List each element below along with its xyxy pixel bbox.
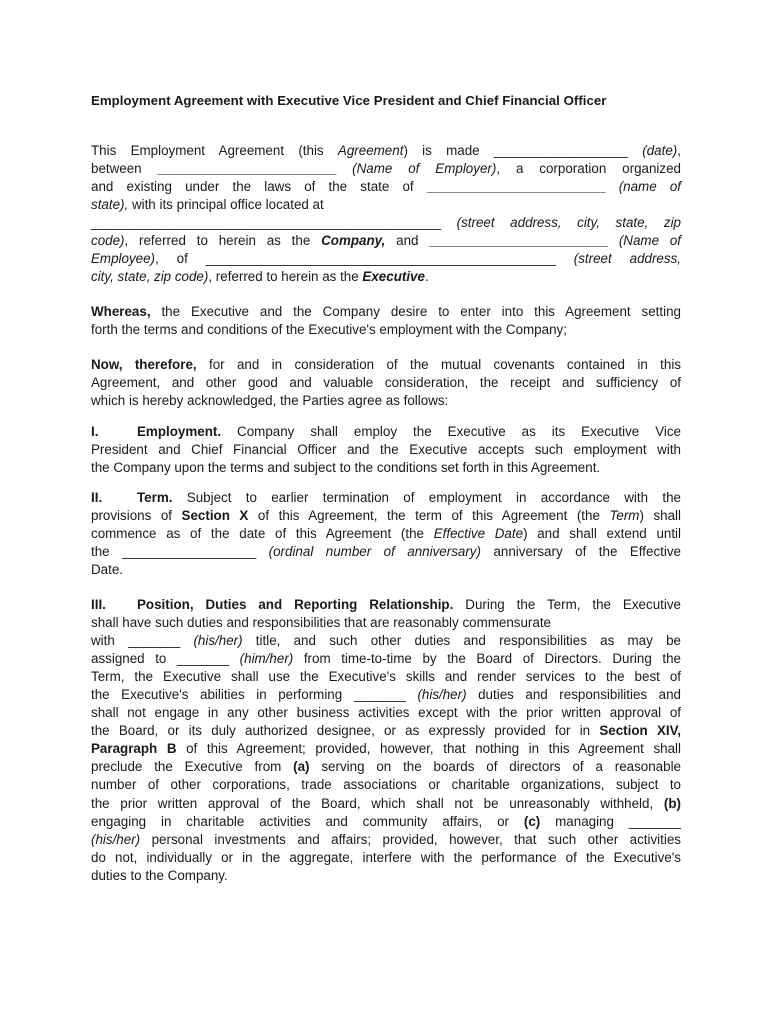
blank-field-pronoun[interactable]: _______ bbox=[128, 633, 181, 649]
text: with bbox=[91, 633, 129, 649]
field-hint: (date) bbox=[627, 143, 678, 158]
text: and existing under the laws of the state of bbox=[91, 179, 427, 195]
field-hint: (name of bbox=[605, 179, 681, 195]
text: of this Agreement; provided, however, that nothing in this Agreement shall bbox=[176, 741, 682, 757]
field-hint: (his/her) bbox=[180, 633, 243, 649]
section-line bbox=[91, 489, 681, 507]
text: of this Agreement, the term of this Agreement (the bbox=[248, 508, 610, 524]
intro-line bbox=[91, 142, 681, 160]
intro-line bbox=[91, 214, 681, 232]
blank-field-pronoun[interactable]: _______ bbox=[176, 651, 230, 667]
section-number: I. bbox=[91, 424, 99, 439]
field-hint: (Name of bbox=[608, 233, 681, 249]
blank-field-date[interactable]: __________________ bbox=[493, 143, 628, 158]
section-line bbox=[91, 776, 681, 794]
field-hint: (ordinal number of anniversary) bbox=[256, 544, 481, 560]
text: . bbox=[424, 269, 429, 285]
text: personal investments and affairs; provided, however, that such other activities bbox=[140, 831, 681, 847]
section-line bbox=[91, 459, 681, 477]
text: ) shall bbox=[639, 508, 681, 524]
section-line bbox=[91, 704, 681, 722]
defined-term: Company, bbox=[321, 233, 386, 249]
section-line bbox=[91, 614, 681, 632]
now-therefore-line bbox=[91, 374, 681, 392]
text: duties and responsibilities and bbox=[466, 687, 681, 703]
section-number: II. bbox=[91, 490, 103, 505]
blank-field-employee[interactable]: ________________________ bbox=[429, 233, 609, 249]
intro-line bbox=[91, 268, 681, 286]
text: the Board, or its duly authorized designee, or as expressly provided for in bbox=[91, 723, 600, 739]
text: President and Chief Financial Officer and the Executive accepts such employment with bbox=[91, 442, 681, 458]
section-line bbox=[91, 831, 681, 849]
field-hint: state), bbox=[91, 197, 129, 213]
intro-line bbox=[91, 250, 681, 268]
section-line bbox=[91, 849, 681, 867]
field-hint: (him/her) bbox=[229, 651, 294, 667]
text: Term, the Executive shall use the Executive's skills and render services to the best of bbox=[91, 669, 681, 685]
field-hint: Employee) bbox=[91, 251, 156, 267]
text: Date. bbox=[91, 562, 124, 578]
blank-field-pronoun[interactable]: _______ bbox=[353, 687, 406, 703]
text: Subject to earlier termination of employment in accordance with the bbox=[172, 490, 681, 505]
text: for and in consideration of the mutual covenants contained in this bbox=[196, 357, 681, 372]
section-line bbox=[91, 722, 681, 740]
section-line bbox=[91, 596, 681, 614]
section-reference: Section XIV, bbox=[599, 723, 681, 739]
text: the Executive and the Company desire to enter into this Agreement setting bbox=[150, 304, 681, 319]
field-hint: (street address, bbox=[555, 251, 681, 267]
document-title: Employment Agreement with Executive Vice President and Chief Financial Officer bbox=[91, 93, 607, 108]
text: between bbox=[91, 161, 158, 177]
section-term bbox=[91, 489, 681, 579]
text: shall have such duties and responsibilities that are reasonably commensurate bbox=[91, 615, 552, 631]
defined-term: Term bbox=[609, 508, 640, 524]
text: commence as of the date of this Agreement (the bbox=[91, 526, 434, 542]
section-heading: Term. bbox=[137, 490, 173, 505]
intro-line bbox=[91, 232, 681, 250]
section-line bbox=[91, 668, 681, 686]
section-number: III. bbox=[91, 597, 106, 612]
text: the prior written approval of the Board, which shall not be unreasonably withheld, bbox=[91, 795, 664, 811]
section-line bbox=[91, 795, 681, 813]
text: , referred to herein as the bbox=[208, 269, 363, 285]
text: the Company upon the terms and subject to the conditions set forth in this Agreement. bbox=[91, 460, 601, 476]
text: ) is made bbox=[403, 143, 494, 158]
section-heading: Employment. bbox=[137, 424, 222, 439]
list-marker: (a) bbox=[293, 759, 310, 775]
list-marker: (b) bbox=[663, 795, 681, 811]
defined-term: Agreement bbox=[337, 143, 404, 158]
section-line bbox=[91, 525, 681, 543]
text: forth the terms and conditions of the Executive's employment with the Company; bbox=[91, 322, 567, 338]
text: , referred to herein as the bbox=[124, 233, 322, 249]
text: the Executive's abilities in performing bbox=[91, 687, 354, 703]
section-line bbox=[91, 686, 681, 704]
field-hint: (street address, city, state, zip bbox=[441, 215, 681, 231]
list-marker: (c) bbox=[523, 813, 541, 829]
whereas-line bbox=[91, 321, 681, 339]
section-line bbox=[91, 650, 681, 668]
text: preclude the Executive from bbox=[91, 759, 294, 775]
text: engaging in charitable activities and community affairs, or bbox=[91, 813, 524, 829]
text: , of bbox=[155, 251, 206, 267]
section-reference: Section X bbox=[181, 508, 249, 524]
text: duties to the Company. bbox=[91, 867, 228, 883]
text: the bbox=[91, 544, 123, 560]
field-hint: city, state, zip code) bbox=[91, 269, 209, 285]
section-reference: Paragraph B bbox=[91, 741, 177, 757]
field-hint: (his/her) bbox=[91, 831, 141, 847]
text: , bbox=[677, 143, 681, 158]
text: from time-to-time by the Board of Directors. During the bbox=[293, 651, 681, 667]
defined-term: Effective Date bbox=[433, 526, 524, 542]
text: number of other corporations, trade associations or charitable organizations, subject to bbox=[91, 777, 681, 793]
blank-field-state[interactable]: ________________________ bbox=[426, 179, 606, 195]
section-line bbox=[91, 507, 681, 525]
section-line bbox=[91, 813, 681, 831]
intro-paragraph bbox=[91, 142, 681, 286]
intro-line bbox=[91, 160, 681, 178]
text: Agreement, and other good and valuable consideration, the receipt and sufficiency of bbox=[91, 375, 681, 391]
text: and bbox=[385, 233, 430, 249]
now-therefore-line bbox=[91, 356, 681, 374]
text: managing bbox=[540, 813, 629, 829]
text: which is hereby acknowledged, the Parties agree as follows: bbox=[91, 393, 449, 409]
section-position-duties bbox=[91, 596, 681, 885]
section-line bbox=[91, 632, 681, 650]
text: shall not engage in any other business activities except with the prior written approval of bbox=[91, 705, 681, 721]
defined-term: Executive bbox=[362, 269, 425, 285]
blank-field-company-address[interactable]: _______________________________________________ bbox=[91, 215, 442, 231]
blank-field-employee-address[interactable]: _______________________________________________ bbox=[205, 251, 556, 267]
section-line bbox=[91, 867, 681, 885]
text: title, and such other duties and responsibilities as may be bbox=[242, 633, 681, 649]
intro-line bbox=[91, 196, 681, 214]
section-employment bbox=[91, 423, 681, 477]
text: do not, individually or in the aggregate, interfere with the performance of the Executive's bbox=[91, 849, 681, 865]
text: serving on the boards of directors of a reasonable bbox=[309, 759, 681, 775]
text: ) and shall extend until bbox=[523, 526, 682, 542]
section-heading: Position, Duties and Reporting Relationship. bbox=[137, 597, 454, 612]
now-therefore-line bbox=[91, 392, 681, 410]
blank-field-pronoun[interactable]: _______ bbox=[628, 813, 681, 829]
section-line bbox=[91, 441, 681, 459]
section-line bbox=[91, 543, 681, 561]
whereas-line bbox=[91, 303, 681, 321]
text: with its principal office located at bbox=[128, 197, 324, 213]
field-hint: (his/her) bbox=[405, 687, 467, 703]
text: provisions of bbox=[91, 508, 182, 524]
clause-lead: Whereas, bbox=[91, 304, 151, 319]
field-hint: (Name of Employer) bbox=[336, 161, 497, 177]
text: assigned to bbox=[91, 651, 177, 667]
text: , a corporation organized bbox=[496, 161, 681, 177]
section-line bbox=[91, 758, 681, 776]
section-line bbox=[91, 740, 681, 758]
blank-field-employer[interactable]: ________________________ bbox=[157, 161, 337, 177]
blank-field-anniversary[interactable]: __________________ bbox=[122, 544, 257, 560]
text: Company shall employ the Executive as its Executive Vice bbox=[221, 424, 681, 439]
intro-line bbox=[91, 178, 681, 196]
text: This Employment Agreement (this bbox=[91, 143, 338, 158]
now-therefore-paragraph bbox=[91, 356, 681, 410]
text: During the Term, the Executive bbox=[453, 597, 681, 612]
clause-lead: Now, therefore, bbox=[91, 357, 197, 372]
whereas-paragraph bbox=[91, 303, 681, 339]
section-line bbox=[91, 561, 681, 579]
text: anniversary of the Effective bbox=[480, 544, 681, 560]
field-hint: code) bbox=[91, 233, 125, 249]
section-line bbox=[91, 423, 681, 441]
